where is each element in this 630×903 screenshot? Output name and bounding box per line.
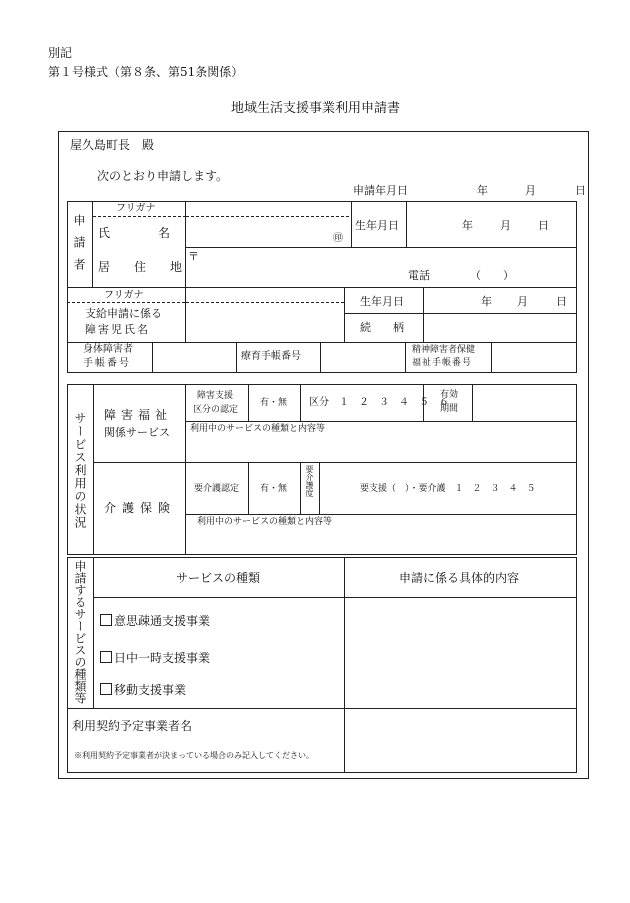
welfare-services-label-2: 関係サービス: [104, 426, 170, 439]
care-certification-label: 要介護認定: [194, 484, 240, 494]
applicant-furigana-label: フリガナ: [116, 203, 156, 214]
applicant-birthdate-label: 生年月日: [355, 219, 399, 232]
physical-handbook-field[interactable]: [155, 345, 234, 370]
care-insurance-label: 介護保険: [104, 501, 177, 515]
phone-field[interactable]: （ ）: [470, 269, 514, 282]
postal-mark: 〒: [188, 250, 199, 263]
request-detail-field[interactable]: [347, 600, 574, 706]
child-name-field[interactable]: [188, 304, 342, 340]
care-levels[interactable]: 要支援（ ）・要介護 １ ２ ３ ４ ５: [360, 484, 536, 494]
checkbox-icon[interactable]: [100, 651, 112, 663]
child-birth-day[interactable]: 日: [556, 295, 567, 308]
applicant-side-label: 申請者: [72, 214, 86, 280]
checkbox-icon[interactable]: [100, 614, 112, 626]
contractor-label: 利用契約予定事業者名: [72, 719, 193, 733]
applicant-name-label: 氏 名: [98, 226, 171, 240]
child-birth-year[interactable]: 年: [481, 295, 492, 308]
phone-label: 電話: [408, 269, 430, 282]
applicant-name-field[interactable]: [188, 218, 328, 245]
physical-handbook-label-2: 手帳番号: [83, 358, 131, 369]
valid-period-field[interactable]: [475, 387, 574, 419]
contractor-field[interactable]: [347, 711, 574, 770]
form-number: 第１号様式（第８条、第51条関係）: [48, 65, 244, 79]
option-label: 意思疎通支援事業: [114, 614, 211, 628]
service-type-header: サービスの種類: [176, 571, 261, 585]
application-date-year[interactable]: 年: [477, 184, 488, 197]
valid-period-label-2: 期間: [440, 404, 459, 414]
mental-handbook-field[interactable]: [494, 345, 574, 370]
child-birth-month[interactable]: 月: [517, 295, 528, 308]
checkbox-icon[interactable]: [100, 683, 112, 695]
mental-handbook-label-1: 精神障害者保健: [412, 345, 476, 355]
application-date-label: 申請年月日: [353, 184, 408, 197]
request-sentence: 次のとおり申請します。: [97, 169, 229, 183]
classification-yes-no[interactable]: 有・無: [260, 398, 288, 408]
valid-period-label-1: 有効: [440, 390, 459, 400]
request-detail-header: 申請に係る具体的内容: [399, 571, 520, 585]
classification-label-1: 障害支援: [197, 391, 234, 401]
applicant-furigana-field[interactable]: [188, 203, 350, 215]
option-label: 日中一時支援事業: [114, 651, 211, 665]
seal-mark: ㊞: [333, 233, 343, 244]
welfare-services-in-use-label: 利用中のサービスの種類と内容等: [190, 424, 326, 434]
contractor-note: ※利用契約予定事業者が決まっている場合のみ記入してください。: [74, 751, 314, 760]
applicant-address-field[interactable]: [200, 250, 570, 285]
child-furigana-label: フリガナ: [104, 290, 144, 301]
option-label: 移動支援事業: [114, 683, 187, 697]
mental-handbook-label-2: 福祉手帳番号: [412, 358, 473, 368]
applicant-address-label: 居 住 地: [98, 260, 183, 274]
welfare-services-label-1: 障害福祉: [104, 408, 173, 422]
child-relation-label: 続 柄: [360, 321, 404, 334]
applicant-birth-year[interactable]: 年: [462, 219, 473, 232]
page-title: 地域生活支援事業利用申請書: [231, 101, 401, 116]
care-services-in-use-label: 利用中のサービスの種類と内容等: [197, 517, 333, 527]
child-name-label-2: 障害児氏名: [85, 323, 150, 336]
option-daytime-support[interactable]: [100, 651, 210, 664]
option-mobility-support[interactable]: [100, 683, 186, 696]
rehab-handbook-label: 療育手帳番号: [241, 351, 301, 362]
child-relation-field[interactable]: [426, 316, 574, 340]
care-services-in-use-field[interactable]: [188, 530, 574, 552]
welfare-services-in-use-field[interactable]: [188, 437, 574, 460]
applicant-birth-day[interactable]: 日: [538, 219, 549, 232]
classification-label-2: 区分の認定: [193, 405, 239, 415]
requested-side-label: 申請するサービスの種類等: [73, 560, 87, 704]
classification-levels[interactable]: 区分 １ ２ ３ ４ ５ ６: [309, 397, 449, 408]
care-degree-label: 要介護度: [305, 465, 314, 497]
care-certification-yes-no[interactable]: 有・無: [260, 484, 288, 494]
applicant-birth-month[interactable]: 月: [500, 219, 511, 232]
application-date-day[interactable]: 日: [575, 184, 586, 197]
child-birthdate-label: 生年月日: [360, 295, 404, 308]
addressee: 屋久島町長 殿: [70, 138, 155, 152]
rehab-handbook-field[interactable]: [323, 345, 403, 370]
option-communication-support[interactable]: [100, 614, 210, 627]
physical-handbook-label-1: 身体障害者: [83, 344, 133, 355]
appendix-label: 別記: [48, 46, 73, 60]
application-date-month[interactable]: 月: [525, 184, 536, 197]
service-status-side-label: サービス利用の状況: [73, 412, 87, 529]
child-name-label-1: 支給申請に係る: [85, 307, 162, 320]
